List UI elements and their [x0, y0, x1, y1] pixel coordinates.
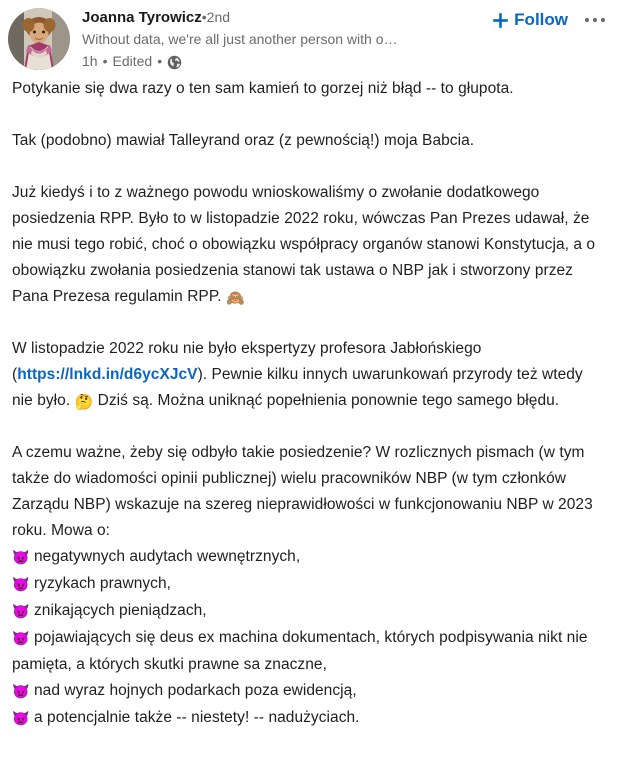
list-item-label: pojawiających się deus ex machina dokumentach, których podpisywania nikt nie pamięta, a których skutki prawne sa znaczne,: [12, 629, 588, 673]
author-name[interactable]: Joanna Tyrowicz: [82, 9, 202, 26]
list-item-label: a potencjalnie także -- niestety! -- nadużyciach.: [34, 709, 360, 726]
post-link[interactable]: https://lnkd.in/d6ycXJcV: [17, 366, 198, 383]
paragraph-4-text-b: ). Pewnie kilku innych uwarunkowań przyrody też wtedy nie było.: [12, 366, 583, 409]
list-item-label: znikających pieniądzach,: [34, 602, 207, 619]
connection-degree: 2nd: [206, 9, 231, 25]
edited-label: Edited: [112, 53, 153, 69]
post-menu-button[interactable]: [582, 10, 608, 30]
list-item-label: nad wyraz hojnych podarkach poza ewidencją,: [34, 682, 357, 699]
globe-icon: [167, 55, 182, 70]
list-item: [12, 598, 606, 625]
meta-separator-1: •: [102, 53, 108, 69]
imp-icon: 👿: [12, 631, 30, 647]
paragraph-4: [12, 336, 606, 414]
author-block: [82, 6, 486, 71]
paragraph-2: Tak (podobno) mawiał Talleyrand oraz (z pewnością!) moja Babcia.: [12, 132, 475, 149]
see-no-evil-monkey-icon: 🙈: [225, 289, 245, 307]
imp-icon: 👿: [12, 577, 30, 593]
author-headline: Without data, we're all just another person with o…: [82, 31, 398, 47]
imp-icon: 👿: [12, 604, 30, 620]
list-item: [12, 625, 606, 678]
imp-icon: 👿: [12, 684, 30, 700]
avatar[interactable]: [8, 8, 70, 70]
list-item-label: negatywnych audytach wewnętrznych,: [34, 548, 301, 565]
issues-list: [12, 544, 606, 732]
author-line: [82, 8, 486, 27]
list-item-label: ryzykach prawnych,: [34, 575, 172, 592]
imp-icon: 👿: [12, 711, 30, 727]
paragraph-4-text-c: Dziś są. Można uniknąć popełnienia ponownie tego samego błędu.: [93, 392, 560, 409]
post-timestamp: 1h: [82, 53, 98, 69]
list-item: [12, 705, 606, 732]
paragraph-4-text-a: W listopadzie 2022 roku nie było ekspertyzy profesora Jabłońskiego (: [12, 340, 482, 383]
post-header: [0, 0, 618, 76]
follow-label: Follow: [514, 10, 568, 29]
post-meta: [82, 52, 486, 71]
author-separator: •: [201, 9, 207, 25]
thinking-face-icon: 🤔: [74, 393, 94, 411]
list-item: [12, 571, 606, 598]
paragraph-3: [12, 180, 606, 310]
plus-icon: [492, 12, 509, 29]
list-item: [12, 678, 606, 705]
paragraph-3-text: Już kiedyś i to z ważnego powodu wnioskowaliśmy o zwołanie dodatkowego posiedzenia RPP. Było to w listopadzie 2022 roku, wówczas Pan Prezes udawał, że nie musi tego robić, choć o obowiązku współpracy organów stanowi Konstytucja, a o obowiązku zwołania posiedzenia stanowi tak ustawa o NBP jak i stworzony przez Pana Prezesa regulamin RPP.: [12, 184, 596, 305]
meta-separator-2: •: [157, 53, 163, 69]
post-content: [0, 76, 618, 732]
follow-button[interactable]: [492, 10, 568, 30]
paragraph-1: Potykanie się dwa razy o ten sam kamień to gorzej niż błąd -- to głupota.: [12, 80, 514, 97]
imp-icon: 👿: [12, 550, 30, 566]
header-actions: [492, 6, 608, 30]
paragraph-5: A czemu ważne, żeby się odbyło takie posiedzenie? W rozlicznych pismach (w tym także do wiadomości opinii publicznej) wielu pracowników NBP (w tym członków Zarządu NBP) wskazuje na szereg nieprawidłowości w funkcjonowaniu NBP w 2023 roku. Mowa o:: [12, 444, 593, 539]
list-item: [12, 544, 606, 571]
